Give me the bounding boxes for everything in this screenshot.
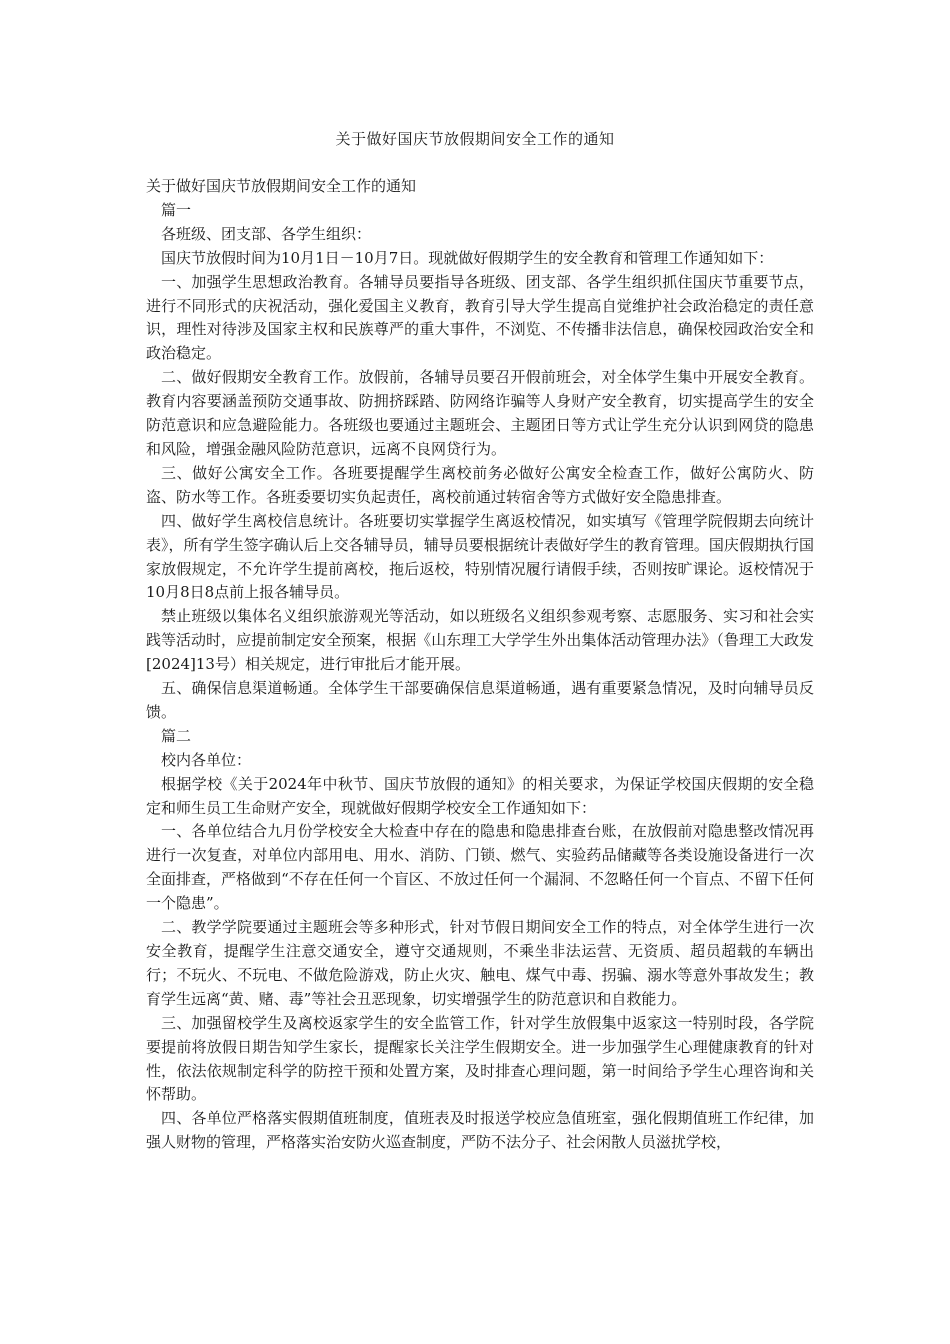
paragraph: 三、加强留校学生及离校返家学生的安全监管工作，针对学生放假集中返家这一特别时段，各学院要提前将放假日期告知学生家长，提醒家长关注学生假期安全。进一步加强学生心理健康教育的针对性，依法依规制定科学的防控干预和处置方案，及时排查心理问题，第一时间给予学生心理咨询和关怀帮助。 — [146, 1013, 814, 1104]
paragraph: 禁止班级以集体名义组织旅游观光等活动，如以班级名义组织参观考察、志愿服务、实习和社会实践等活动时，应提前制定安全预案，根据《山东理工大学学生外出集体活动管理办法》（鲁理工大政发[2024]13号）相关规定，进行审批后才能开展。 — [146, 607, 814, 674]
paragraph: 一、加强学生思想政治教育。各辅导员要指导各班级、团支部、各学生组织抓住国庆节重要节点，进行不同形式的庆祝活动，强化爱国主义教育，教育引导大学生提高自觉维护社会政治稳定的责任意识，理性对待涉及国家主权和民族尊严的重大事件，不浏览、不传播非法信息，确保校园政治安全和政治稳定。 — [146, 272, 814, 363]
paragraph: 各班级、团支部、各学生组织： — [161, 224, 372, 243]
paragraph: 篇二 — [161, 726, 192, 745]
paragraph: 四、做好学生离校信息统计。各班要切实掌握学生离返校情况，如实填写《管理学院假期去向统计表》，所有学生签字确认后上交各辅导员，辅导员要根据统计表做好学生的教育管理。国庆假期执行国家放假规定，不允许学生提前离校，拖后返校，特别情况履行请假手续，否则按旷课论。返校情况于10月8日8点前上报各辅导员。 — [146, 511, 814, 602]
page-title: 关于做好国庆节放假期间安全工作的通知 — [335, 130, 615, 148]
paragraph: 二、做好假期安全教育工作。放假前，各辅导员要召开假前班会，对全体学生集中开展安全教育。教育内容要涵盖预防交通事故、防拥挤踩踏、防网络诈骗等人身财产安全教育，切实提高学生的安全防范意识和应急避险能力。各班级也要通过主题班会、主题团日等方式让学生充分认识到网贷的隐患和风险，增强金融风险防范意识，远离不良网贷行为。 — [146, 368, 814, 458]
paragraph: 五、确保信息渠道畅通。全体学生干部要确保信息渠道畅通，遇有重要紧急情况，及时向辅导员反馈。 — [146, 679, 814, 721]
paragraph: 篇一 — [161, 200, 192, 219]
paragraph: 一、各单位结合九月份学校安全大检查中存在的隐患和隐患排查台账，在放假前对隐患整改情况再进行一次复查，对单位内部用电、用水、消防、门锁、燃气、实验药品储藏等各类设施设备进行一次全面排查，严格做到“不存在任何一个盲区、不放过任何一个漏洞、不忽略任何一个盲点、不留下任何一个隐患”。 — [146, 822, 814, 913]
paragraph: 四、各单位严格落实假期值班制度，值班表及时报送学校应急值班室，强化假期值班工作纪律，加强人财物的管理，严格落实治安防火巡查制度，严防不法分子、社会闲散人员滋扰学校， — [146, 1109, 814, 1152]
paragraph: 校内各单位： — [161, 750, 252, 769]
document-body — [146, 175, 814, 1155]
paragraph: 根据学校《关于2024年中秋节、国庆节放假的通知》的相关要求，为保证学校国庆假期的安全稳定和师生员工生命财产安全，现就做好假期学校安全工作通知如下： — [146, 774, 814, 817]
paragraph: 二、教学学院要通过主题班会等多种形式，针对节假日期间安全工作的特点，对全体学生进行一次安全教育，提醒学生注意交通安全，遵守交通规则，不乘坐非法运营、无资质、超员超载的车辆出行；不玩火、不玩电、不做危险游戏，防止火灾、触电、煤气中毒、拐骗、溺水等意外事故发生；教育学生远离“黄、赌、毒”等社会丑恶现象，切实增强学生的防范意识和自救能力。 — [146, 918, 814, 1008]
paragraph: 三、做好公寓安全工作。各班要提醒学生离校前务必做好公寓安全检查工作，做好公寓防火、防盗、防水等工作。各班委要切实负起责任，离校前通过转宿舍等方式做好安全隐患排查。 — [146, 463, 814, 506]
paragraph: 国庆节放假时间为10月1日－10月7日。现就做好假期学生的安全教育和管理工作通知如下： — [161, 248, 774, 267]
paragraph: 关于做好国庆节放假期间安全工作的通知 — [146, 177, 417, 195]
